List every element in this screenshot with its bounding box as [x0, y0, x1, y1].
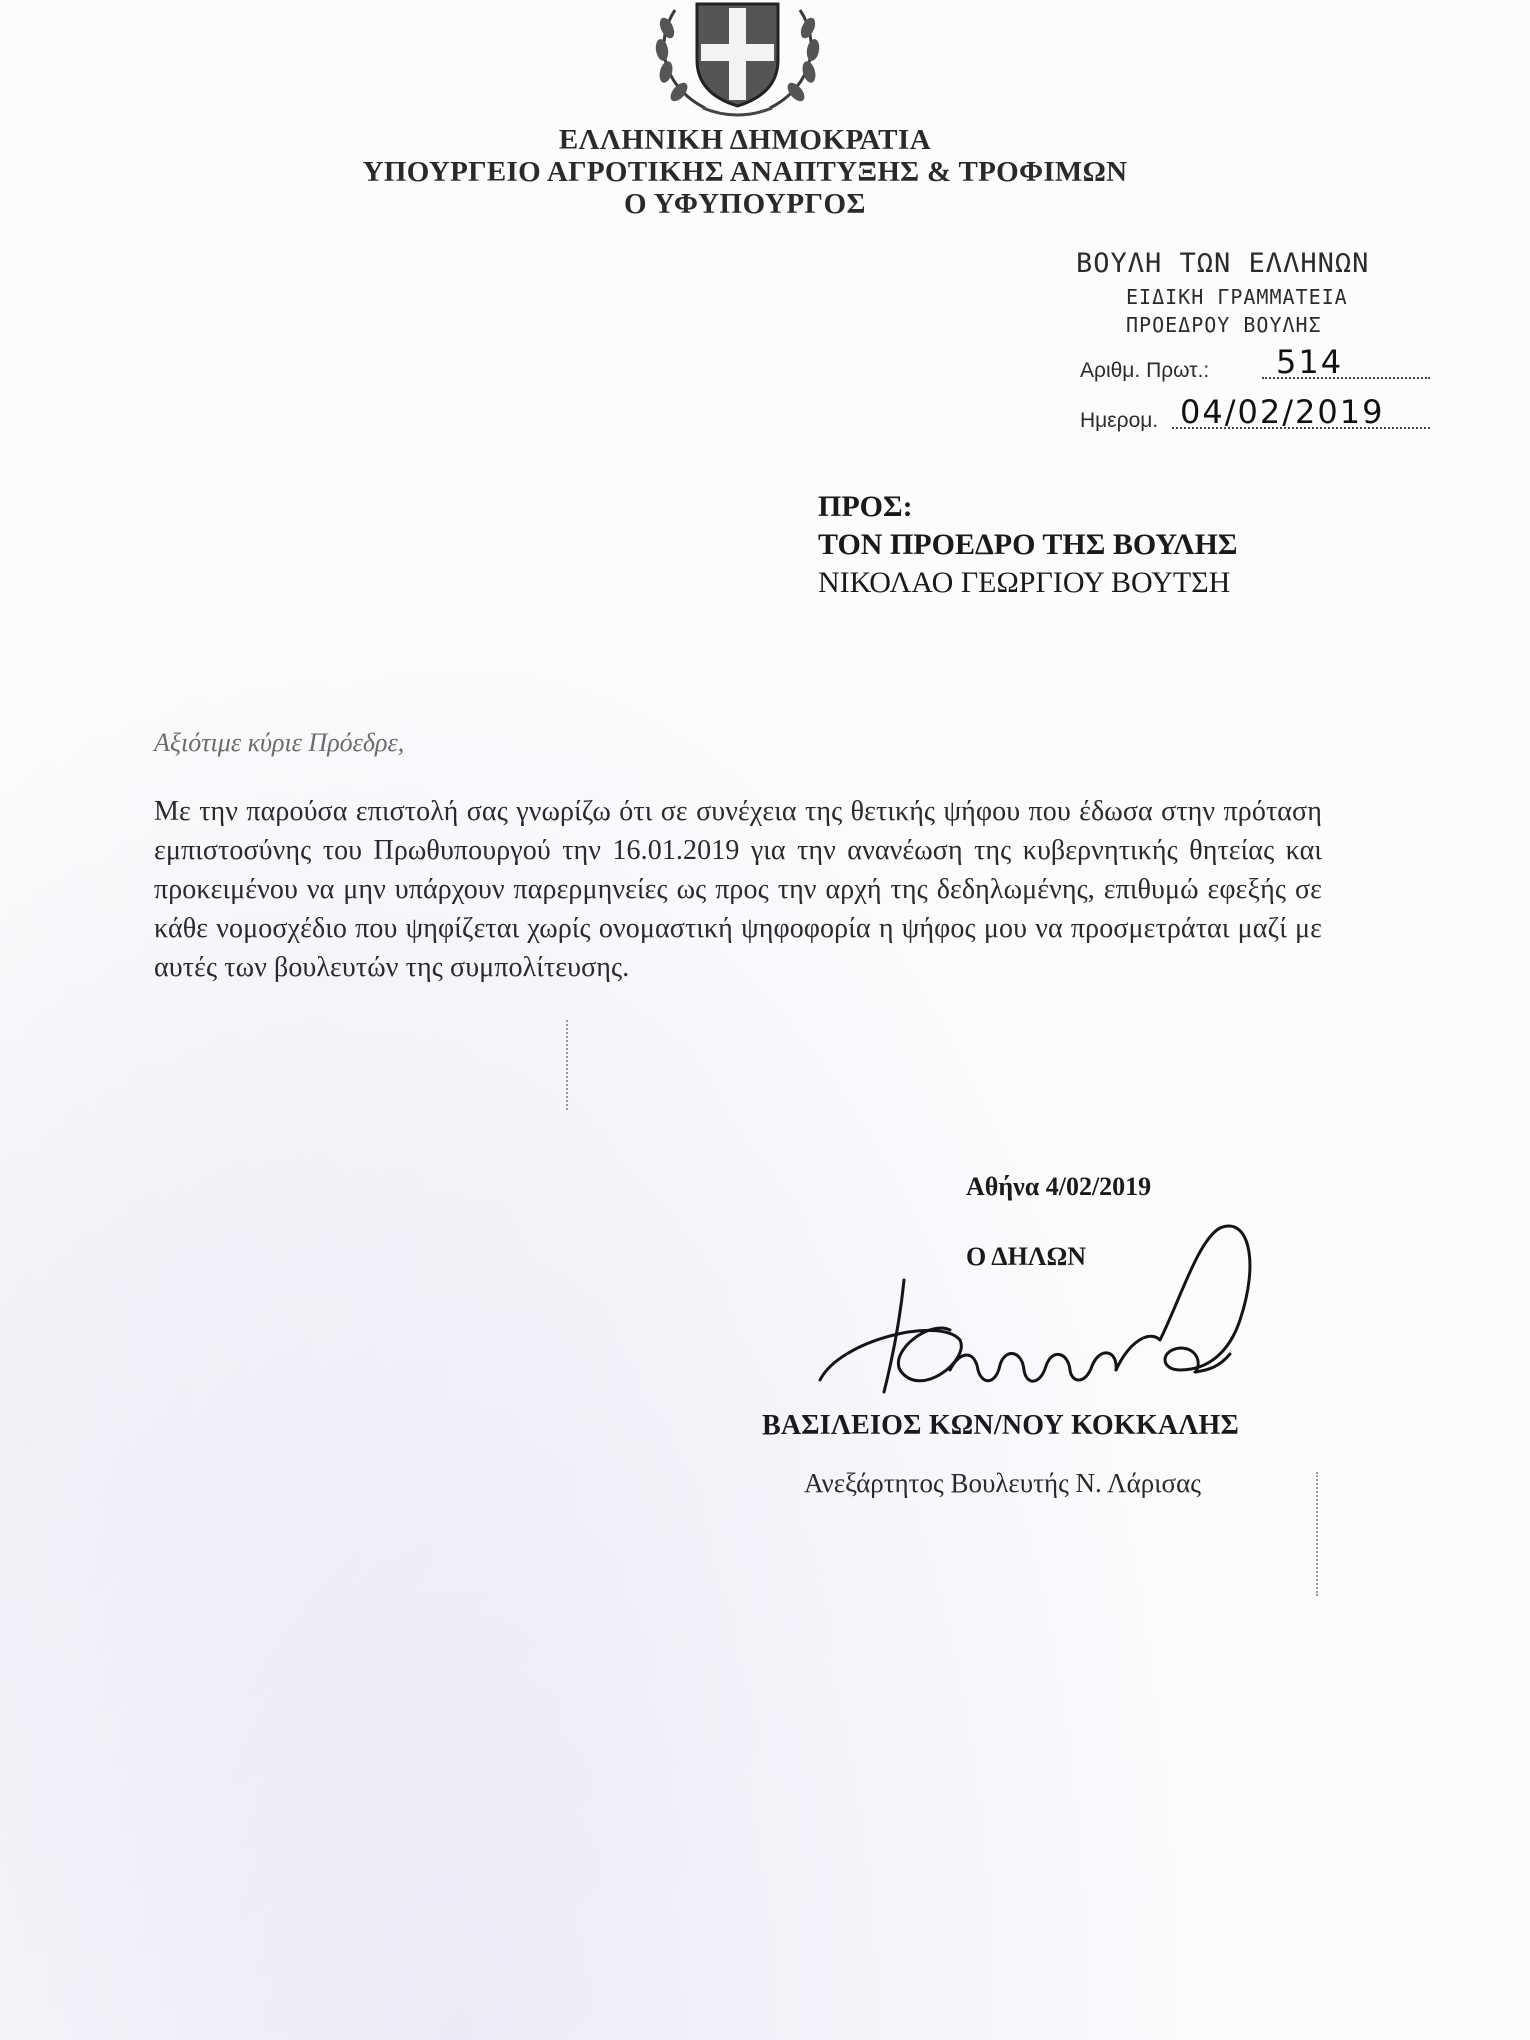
letterhead-office: Ο ΥΦΥΠΟΥΡΓΟΣ	[623, 188, 867, 220]
recipient-block	[818, 488, 1458, 602]
place-date: Αθήνα 4/02/2019	[966, 1172, 1152, 1201]
stamp-office: ΠΡΟΕΔΡΟΥ ΒΟΥΛΗΣ	[1126, 313, 1322, 337]
letterhead	[300, 124, 1190, 220]
scan-artifact-line	[566, 1020, 568, 1110]
protocol-number: 514	[1276, 343, 1344, 381]
scan-artifact-line	[1316, 1472, 1318, 1596]
stamp-date-row	[1076, 393, 1456, 437]
stamp-date: 04/02/2019	[1180, 393, 1385, 431]
date-label: Ημερομ.	[1080, 409, 1159, 432]
stamp-protocol-row	[1076, 343, 1456, 387]
protocol-label: Αριθμ. Πρωτ.:	[1080, 359, 1210, 382]
stamp-parliament: ΒΟΥΛΗ ΤΩΝ ΕΛΛΗΝΩΝ	[1076, 248, 1370, 279]
letterhead-ministry: ΥΠΟΥΡΓΕΙΟ ΑΓΡΟΤΙΚΗΣ ΑΝΑΠΤΥΞΗΣ & ΤΡΟΦΙΜΩΝ	[362, 156, 1128, 188]
signer-name: ΒΑΣΙΛΕΙΟΣ ΚΩΝ/ΝΟΥ ΚΟΚΚΑΛΗΣ	[762, 1410, 1240, 1441]
declarant-label: Ο ΔΗΛΩΝ	[966, 1242, 1087, 1271]
letterhead-country: ΕΛΛΗΝΙΚΗ ΔΗΜΟΚΡΑΤΙΑ	[558, 124, 932, 156]
handwritten-signature	[800, 1220, 1300, 1410]
recipient-name: ΝΙΚΟΛΑΟ ΓΕΩΡΓΙΟΥ ΒΟΥΤΣΗ	[818, 566, 1231, 599]
recipient-title: ΤΟΝ ΠΡΟΕΔΡΟ ΤΗΣ ΒΟΥΛΗΣ	[818, 528, 1238, 561]
stamp-secretariat: ΕΙΔΙΚΗ ΓΡΑΜΜΑΤΕΙΑ	[1126, 285, 1348, 309]
letter-body: Με την παρούσα επιστολή σας γνωρίζω ότι σε συνέχεια της θετικής ψήφου που έδωσα στην πρόταση εμπιστοσύνης του Πρωθυπουργού την 16.01.2019 για την ανανέωση της κυβερνητικής θητείας και προκειμένου να μην υπάρχουν παρερμηνείες ως προς την αρχή της δεδηλωμένης, επιθυμώ εφεξής σε κάθε νομοσχέδιο που ψηφίζεται χωρίς ονομαστική ψηφοφορία η ψήφος μου να προσμετράται μαζί με αυτές των βουλευτών της συμπολίτευσης.	[154, 796, 1322, 983]
salutation: Αξιότιμε κύριε Πρόεδρε,	[154, 728, 405, 757]
receipt-stamp	[1076, 248, 1456, 437]
recipient-to-label: ΠΡΟΣ:	[818, 490, 913, 523]
signer-title: Ανεξάρτητος Βουλευτής Ν. Λάρισας	[804, 1468, 1201, 1498]
greek-coat-of-arms-icon	[645, 0, 830, 120]
